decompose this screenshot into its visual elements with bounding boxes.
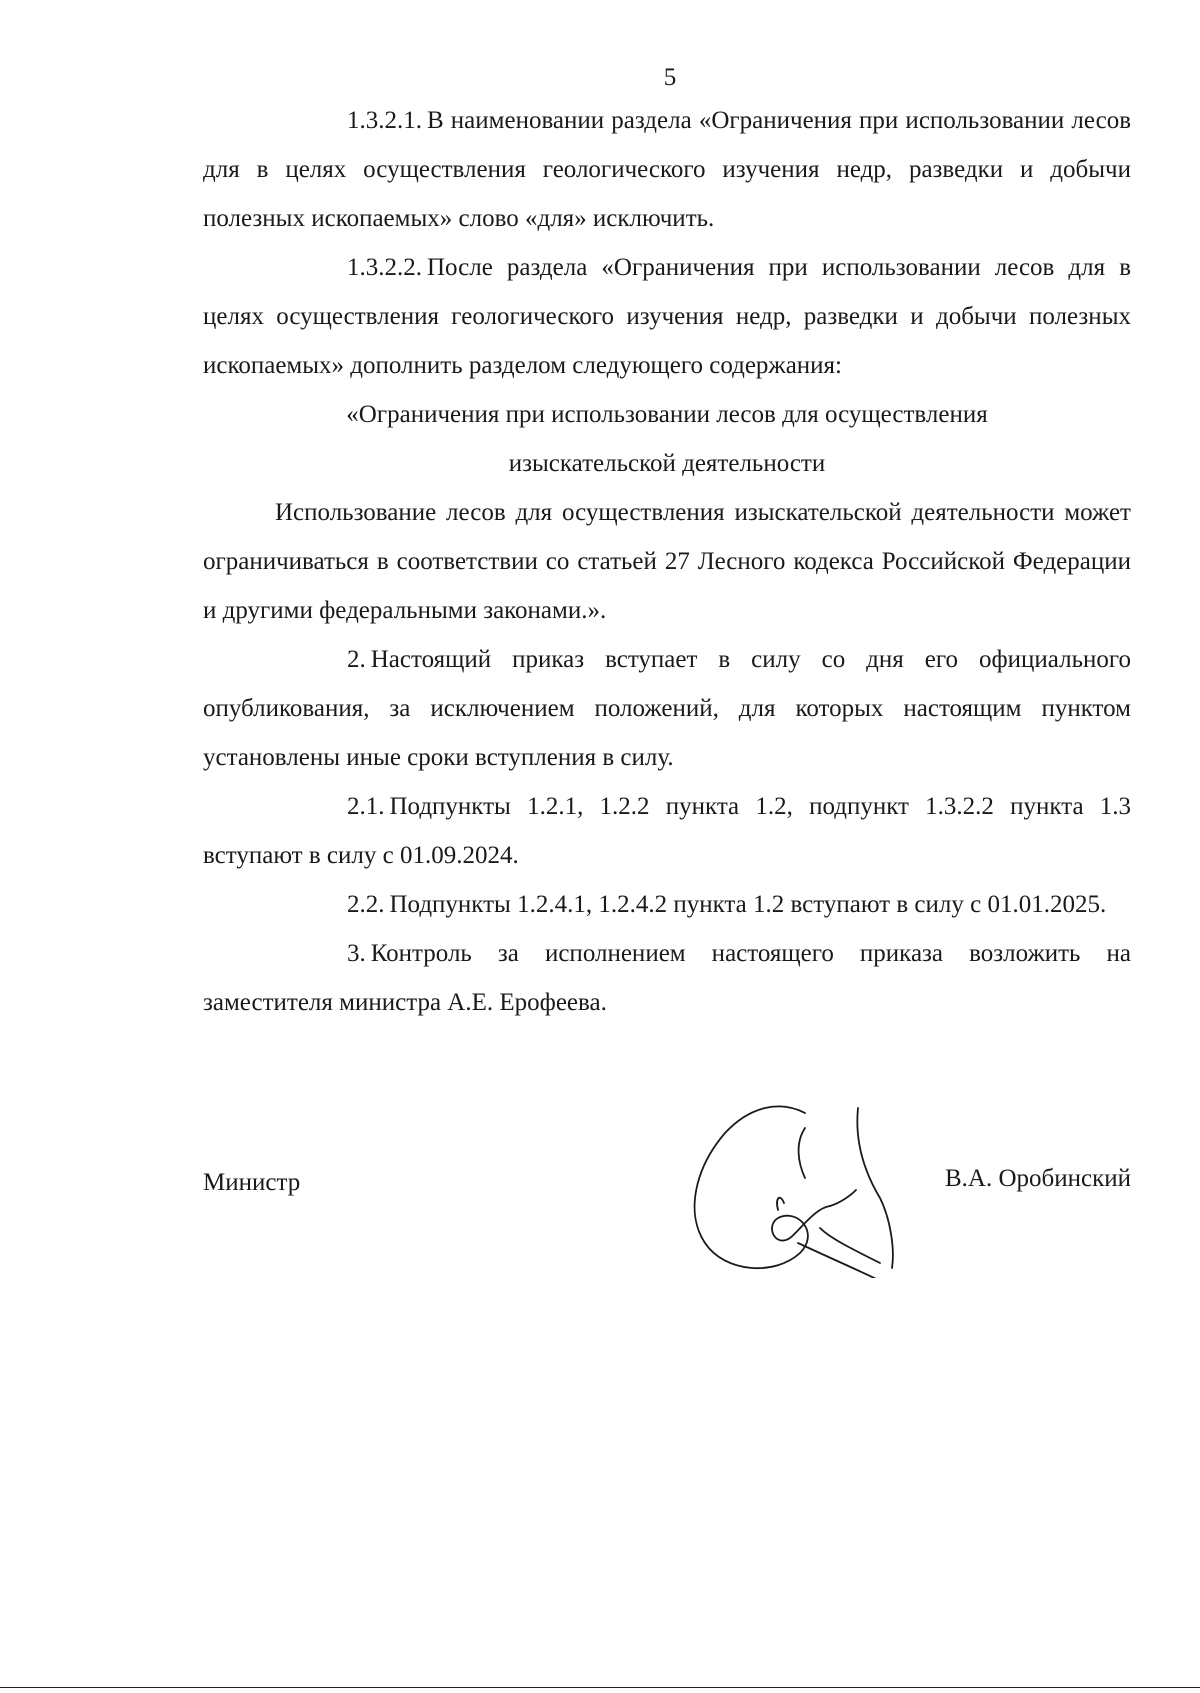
paragraph-number: 2.2. — [347, 891, 385, 918]
section-heading-line-1: «Ограничения при использовании лесов для осуществления — [346, 401, 988, 428]
paragraph-text: Контроль за исполнением настоящего приказа возложить на заместителя министра А.Е. Ерофеева. — [203, 940, 1131, 1016]
paragraph-number: 3. — [347, 940, 366, 967]
paragraph-2-2 — [203, 880, 1131, 929]
paragraph-number: 2. — [347, 646, 366, 673]
paragraph-number: 1.3.2.1. — [347, 107, 422, 134]
handwritten-signature — [680, 1098, 920, 1278]
paragraph-section-body — [203, 488, 1131, 635]
signatory-name: В.А. Оробинский — [944, 1165, 1131, 1192]
paragraph-number: 1.3.2.2. — [347, 254, 422, 281]
page-number: 5 — [663, 64, 677, 91]
paragraph-1-3-2-2 — [203, 243, 1131, 390]
paragraph-1-3-2-1 — [203, 96, 1131, 243]
signatory-title: Министр — [203, 1169, 301, 1196]
paragraph-text: После раздела «Ограничения при использовании лесов для в целях осуществления геологического изучения недр, разведки и добычи полезных ископаемых» дополнить разделом следующего содержания: — [203, 254, 1131, 379]
paragraph-text: Подпункты 1.2.1, 1.2.2 пункта 1.2, подпункт 1.3.2.2 пункта 1.3 вступают в силу с 01.09.2024. — [203, 793, 1131, 869]
paragraph-text: Настоящий приказ вступает в силу со дня его официального опубликования, за исключением положений, для которых настоящим пунктом установлены иные сроки вступления в силу. — [203, 646, 1131, 771]
page-bottom-line — [0, 1687, 1200, 1688]
paragraph-3 — [203, 929, 1131, 1027]
paragraph-2 — [203, 635, 1131, 782]
paragraph-text: Использование лесов для осуществления изыскательской деятельности может ограничиваться в соответствии со статьей 27 Лесного кодекса Российской Федерации и другими федеральными законами.». — [203, 499, 1131, 624]
paragraph-text: Подпункты 1.2.4.1, 1.2.4.2 пункта 1.2 вступают в силу с 01.01.2025. — [389, 891, 1107, 918]
section-heading-line-2: изыскательской деятельности — [508, 450, 826, 477]
paragraph-2-1 — [203, 782, 1131, 880]
paragraph-number: 2.1. — [347, 793, 385, 820]
paragraph-text: В наименовании раздела «Ограничения при использовании лесов для в целях осуществления геологического изучения недр, разведки и добычи полезных ископаемых» слово «для» исключить. — [203, 107, 1131, 232]
document-body — [203, 96, 1131, 1027]
